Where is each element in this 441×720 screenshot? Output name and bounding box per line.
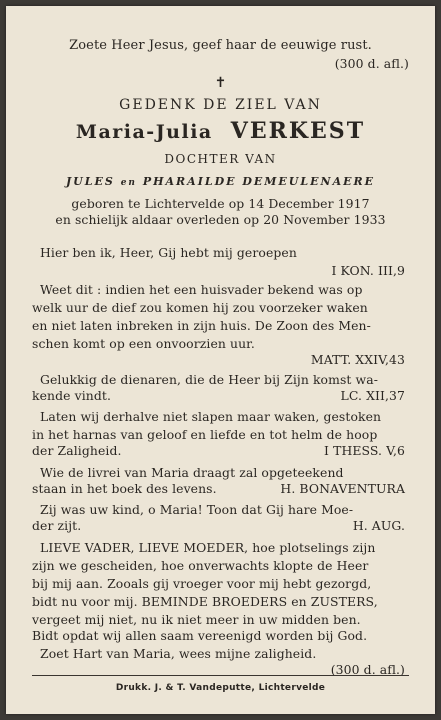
verse-line: der Zaligheid.	[32, 443, 122, 458]
verse-line: Zij was uw kind, o Maria! Toon dat Gij hare Moe-	[40, 502, 354, 517]
opening-indulgence: (300 d. afl.)	[334, 56, 409, 71]
verse-line: Bidt opdat wij allen saam vereenigd worden bij God.	[32, 628, 368, 643]
opening-prayer: Zoete Heer Jesus, geef haar de eeuwige rust.	[69, 38, 372, 53]
verse-line: in het harnas van geloof en liefde en tot helm de hoop	[32, 427, 378, 442]
verse-line: en niet laten inbreken in zijn huis. De Zoon des Men-	[32, 318, 371, 333]
parents-conjunction: en	[120, 178, 137, 188]
death-line: en schielijk aldaar overleden op 20 November 1933	[55, 212, 386, 227]
bottom-rule	[32, 675, 409, 676]
verse-line: Zoet Hart van Maria, wees mijne zaligheid.	[40, 646, 317, 661]
verse-line: bij mij aan. Zooals gij vroeger voor mij hebt gezorgd,	[32, 576, 372, 591]
verse-line: der zijt.	[32, 518, 82, 533]
verse-source: H. BONAVENTURA	[280, 481, 405, 496]
cross-icon: ✝	[214, 75, 227, 91]
parents-names	[6, 174, 435, 191]
intro-heading: GEDENK DE ZIEL VAN	[119, 97, 322, 113]
verse-line: zijn we gescheiden, hoe onverwachts klopte de Heer	[32, 558, 369, 573]
verse-line: welk uur de dief zou komen hij zou voorzeker waken	[32, 300, 368, 315]
verse-line: Wie de livrei van Maria draagt zal opgeteekend	[40, 465, 344, 480]
verse-source: (300 d. afl.)	[330, 662, 405, 677]
deceased-surname: VERKEST	[230, 118, 366, 144]
verse-line: Laten wij derhalve niet slapen maar waken, gestoken	[40, 409, 382, 424]
verse-line: Hier ben ik, Heer, Gij hebt mij geroepen	[40, 245, 297, 260]
birth-line: geboren te Lichtervelde op 14 December 1917	[71, 196, 370, 211]
deceased-first-names: Maria-Julia	[75, 121, 213, 143]
verse-source: I THESS. V,6	[324, 443, 405, 458]
verse-line: bidt nu voor mij. BEMINDE BROEDERS en ZUSTERS,	[32, 594, 378, 609]
verse-line: LIEVE VADER, LIEVE MOEDER, hoe plotselings zijn	[40, 540, 376, 555]
verse-source: H. AUG.	[352, 518, 405, 533]
deceased-name	[6, 118, 435, 147]
verse-line: vergeet mij niet, nu ik niet meer in uw midden ben.	[32, 612, 361, 627]
verse-source: LC. XII,37	[340, 388, 405, 403]
father-name: JULES	[65, 175, 115, 188]
verse-line: kende vindt.	[32, 388, 112, 403]
printer-imprint: Drukk. J. & T. Vandeputte, Lichtervelde	[115, 683, 326, 693]
verse-line: Gelukkig de dienaren, die de Heer bij Zijn komst wa-	[40, 372, 379, 387]
verse-line: schen komt op een onvoorzien uur.	[32, 336, 255, 351]
verse-source: I KON. III,9	[331, 263, 405, 278]
relation-heading: DOCHTER VAN	[164, 152, 277, 166]
memorial-card	[6, 6, 435, 714]
verse-source: MATT. XXIV,43	[310, 352, 405, 367]
mother-name: PHARAILDE DEMEULENAERE	[142, 175, 376, 188]
verse-line: Weet dit : indien het een huisvader bekend was op	[40, 282, 363, 297]
verse-line: staan in het boek des levens.	[32, 481, 217, 496]
